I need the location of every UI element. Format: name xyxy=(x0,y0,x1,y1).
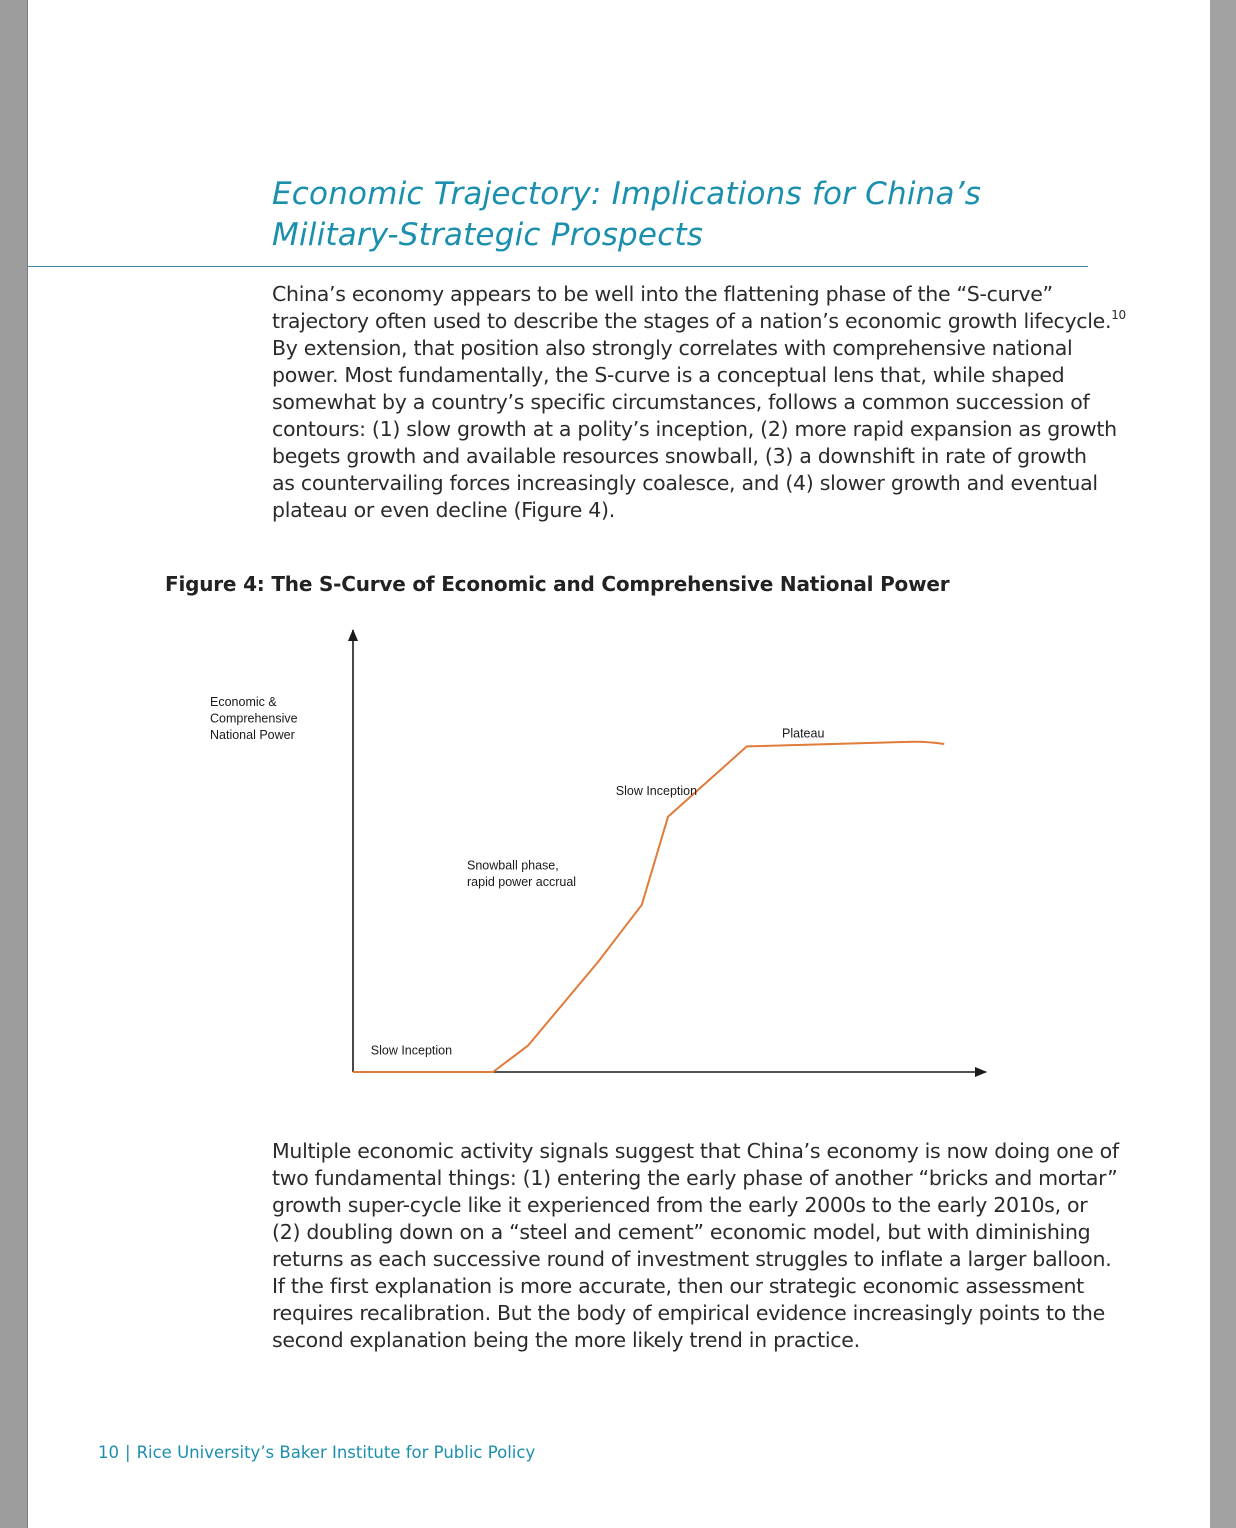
paragraph-line: begets growth and available resources snowball, (3) a downshift in rate of growth xyxy=(272,444,1087,468)
title-line: Military-Strategic Prospects xyxy=(272,217,704,253)
chart-annotation xyxy=(371,1043,452,1057)
chart-annotation-line: Slow Inception xyxy=(370,1043,453,1058)
y-axis-label xyxy=(210,695,298,742)
chart-annotation xyxy=(467,859,576,890)
paragraph-line: two fundamental things: (1) entering the early phase of another “bricks and mortar” xyxy=(272,1166,1118,1190)
page-number: 10 xyxy=(98,1443,119,1462)
paragraph-line: contours: (1) slow growth at a polity’s inception, (2) more rapid expansion as growth xyxy=(272,417,1117,441)
paragraph-line xyxy=(272,308,1126,335)
title-divider xyxy=(28,266,1088,267)
paragraph-line-text: trajectory often used to describe the stages of a nation’s economic growth lifecycle. xyxy=(272,309,1112,333)
paragraph-line: plateau or even decline (Figure 4). xyxy=(272,498,615,522)
scrollbar[interactable] xyxy=(1209,0,1236,1528)
document-page xyxy=(27,0,1210,1528)
chart-annotation xyxy=(782,727,824,741)
footnote-reference[interactable]: 10 xyxy=(1111,308,1126,322)
figure-title: Figure 4: The S-Curve of Economic and Comprehensive National Power xyxy=(165,572,950,596)
paragraph-line: growth super-cycle like it experienced from the early 2000s to the early 2010s, or xyxy=(272,1193,1088,1217)
chart-annotation-line: Slow Inception xyxy=(615,783,698,798)
paragraph-line: requires recalibration. But the body of empirical evidence increasingly points to the xyxy=(272,1301,1105,1325)
s-curve-chart xyxy=(28,610,1028,1090)
footer-institution: Rice University’s Baker Institute for Public Policy xyxy=(136,1443,536,1462)
paragraph-line: China’s economy appears to be well into the flattening phase of the “S-curve” xyxy=(272,282,1053,306)
title-line: Economic Trajectory: Implications for China’s xyxy=(272,176,982,212)
s-curve-tail xyxy=(904,742,944,744)
section-title xyxy=(272,174,981,256)
y-axis-label-line: Economic & xyxy=(210,695,277,709)
body-paragraph-1 xyxy=(272,281,1126,524)
paragraph-line: Multiple economic activity signals suggest that China’s economy is now doing one of xyxy=(272,1139,1119,1163)
chart-annotation-line: Snowball phase, xyxy=(467,858,559,873)
page-footer xyxy=(98,1441,535,1465)
paragraph-line: If the first explanation is more accurate, then our strategic economic assessment xyxy=(272,1274,1084,1298)
chart-annotation-line: rapid power accrual xyxy=(467,875,577,890)
chart-annotation xyxy=(616,784,697,798)
paragraph-line: as countervailing forces increasingly coalesce, and (4) slower growth and eventual xyxy=(272,471,1098,495)
body-paragraph-2 xyxy=(272,1138,1119,1354)
paragraph-line: second explanation being the more likely trend in practice. xyxy=(272,1328,860,1352)
paragraph-line: By extension, that position also strongly correlates with comprehensive national xyxy=(272,336,1073,360)
paragraph-line: somewhat by a country’s specific circumstances, follows a common succession of xyxy=(272,390,1090,414)
paragraph-line: returns as each successive round of investment struggles to inflate a larger balloon. xyxy=(272,1247,1112,1271)
y-axis-label-line: National Power xyxy=(210,728,295,742)
chart-annotation-line: Plateau xyxy=(782,726,825,741)
paragraph-line: (2) doubling down on a “steel and cement” economic model, but with diminishing xyxy=(272,1220,1091,1244)
y-axis-label-line: Comprehensive xyxy=(210,711,298,726)
paragraph-line: power. Most fundamentally, the S-curve is a conceptual lens that, while shaped xyxy=(272,363,1065,387)
footer-separator: | xyxy=(125,1443,131,1462)
